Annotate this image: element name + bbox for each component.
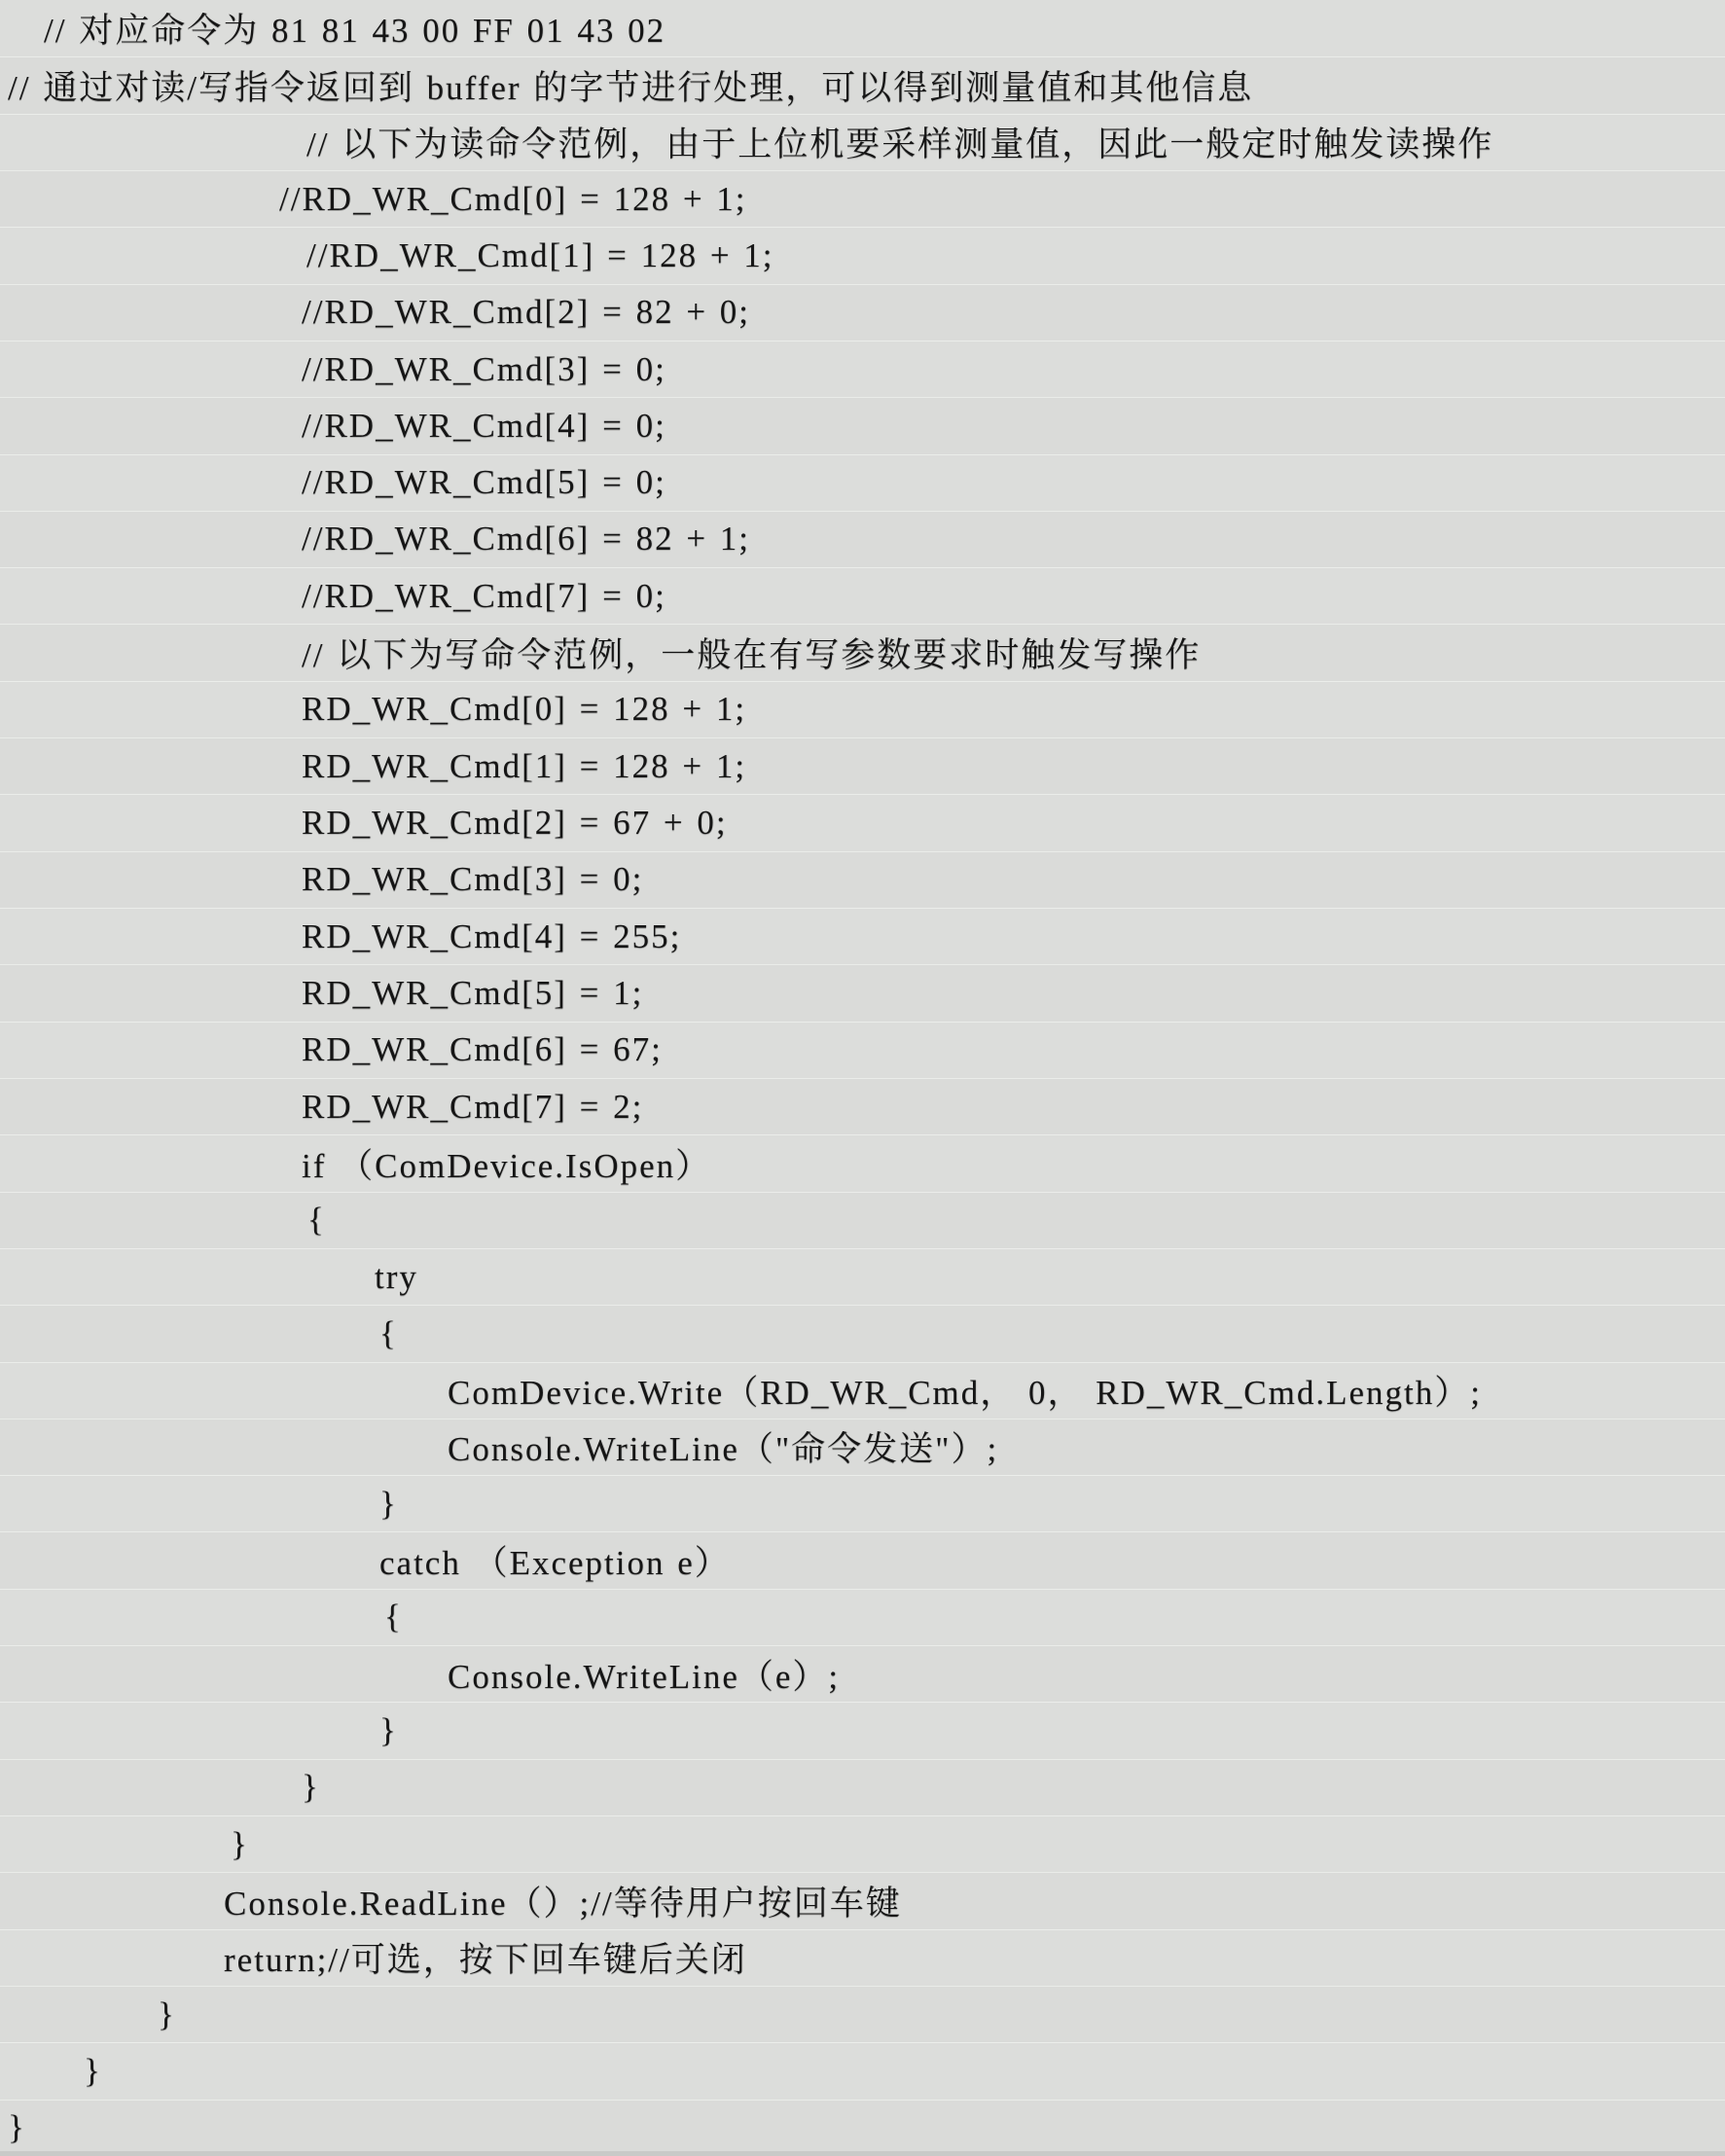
code-line-text: RD_WR_Cmd[6] = 67; <box>302 1030 663 1069</box>
code-line-text: } <box>231 1824 249 1863</box>
code-line-text: // 以下为写命令范例，一般在有写参数要求时触发写操作 <box>302 636 1202 675</box>
code-line <box>0 1702 1725 1758</box>
code-line-text: { <box>384 1598 403 1636</box>
code-line <box>0 1305 1725 1361</box>
code-line <box>0 341 1725 397</box>
code-line-text: RD_WR_Cmd[4] = 255; <box>302 916 682 955</box>
code-line-text: //RD_WR_Cmd[7] = 0; <box>302 576 666 615</box>
code-line <box>0 1986 1725 2042</box>
code-line-text: try <box>375 1257 418 1296</box>
code-line-text: // 对应命令为 81 81 43 00 FF 01 43 02 <box>44 12 666 51</box>
code-line <box>0 794 1725 850</box>
code-line <box>0 1419 1725 1475</box>
code-line <box>0 1078 1725 1134</box>
code-line <box>0 908 1725 964</box>
code-line <box>0 511 1725 567</box>
code-line <box>0 1929 1725 1986</box>
code-line-text: RD_WR_Cmd[3] = 0; <box>302 860 644 899</box>
code-line-text: //RD_WR_Cmd[6] = 82 + 1; <box>302 520 751 558</box>
code-line <box>0 2100 1725 2156</box>
code-line <box>0 851 1725 908</box>
code-line <box>0 1531 1725 1588</box>
code-line <box>0 1248 1725 1305</box>
code-line-text: RD_WR_Cmd[2] = 67 + 0; <box>302 804 728 843</box>
code-line <box>0 681 1725 737</box>
code-line <box>0 1589 1725 1645</box>
code-line-text: // 以下为读命令范例，由于上位机要采样测量值，因此一般定时触发读操作 <box>306 126 1494 164</box>
code-line <box>0 227 1725 283</box>
code-line <box>0 1022 1725 1078</box>
code-line-text: //RD_WR_Cmd[4] = 0; <box>302 406 666 445</box>
code-line-text: // 通过对读/写指令返回到 buffer 的字节进行处理，可以得到测量值和其他信息 <box>8 68 1254 107</box>
code-line <box>0 1134 1725 1191</box>
code-line <box>0 56 1725 113</box>
code-line-text: } <box>84 2051 102 2090</box>
code-line <box>0 397 1725 453</box>
code-line-text: //RD_WR_Cmd[3] = 0; <box>302 349 666 388</box>
code-line <box>0 1815 1725 1872</box>
code-line <box>0 1872 1725 1928</box>
code-line <box>0 0 1725 56</box>
code-line-text: } <box>302 1768 320 1807</box>
code-line-text: { <box>307 1201 326 1240</box>
code-line <box>0 964 1725 1021</box>
code-line-text: { <box>379 1313 398 1352</box>
code-line <box>0 737 1725 794</box>
code-line <box>0 1759 1725 1815</box>
code-line <box>0 1362 1725 1419</box>
code-line-text: if （ComDevice.IsOpen） <box>302 1146 712 1185</box>
code-line-text: RD_WR_Cmd[5] = 1; <box>302 973 644 1012</box>
code-line-text: //RD_WR_Cmd[2] = 82 + 0; <box>302 293 751 332</box>
code-line <box>0 454 1725 511</box>
code-line-text: //RD_WR_Cmd[1] = 128 + 1; <box>306 235 774 274</box>
code-line <box>0 1645 1725 1702</box>
code-line-text: ComDevice.Write（RD_WR_Cmd， 0， RD_WR_Cmd.Length）; <box>448 1374 1482 1413</box>
code-line-text: } <box>158 1994 176 2033</box>
code-line-text: //RD_WR_Cmd[5] = 0; <box>302 463 666 502</box>
code-line <box>0 624 1725 680</box>
code-line <box>0 1475 1725 1531</box>
code-line-text: Console.WriteLine（e）; <box>448 1657 841 1696</box>
code-line <box>0 567 1725 624</box>
code-line <box>0 114 1725 170</box>
page-bottom-edge <box>0 2151 1725 2156</box>
code-line <box>0 1192 1725 1248</box>
code-line-text: RD_WR_Cmd[7] = 2; <box>302 1087 644 1126</box>
code-line-text: Console.ReadLine（）;//等待用户按回车键 <box>224 1884 902 1922</box>
code-line-text: Console.WriteLine（"命令发送"）; <box>448 1430 999 1469</box>
code-line-text: RD_WR_Cmd[1] = 128 + 1; <box>302 746 747 785</box>
code-line <box>0 170 1725 227</box>
code-line-text: } <box>8 2108 26 2147</box>
code-line-text: RD_WR_Cmd[0] = 128 + 1; <box>302 690 747 729</box>
code-line-text: catch （Exception e） <box>379 1544 731 1583</box>
code-line-text: //RD_WR_Cmd[0] = 128 + 1; <box>279 179 747 218</box>
code-line <box>0 2042 1725 2099</box>
code-line-text: return;//可选，按下回车键后关闭 <box>224 1941 747 1980</box>
code-line <box>0 284 1725 341</box>
code-line-text: } <box>379 1711 398 1750</box>
code-line-text: } <box>379 1484 398 1523</box>
